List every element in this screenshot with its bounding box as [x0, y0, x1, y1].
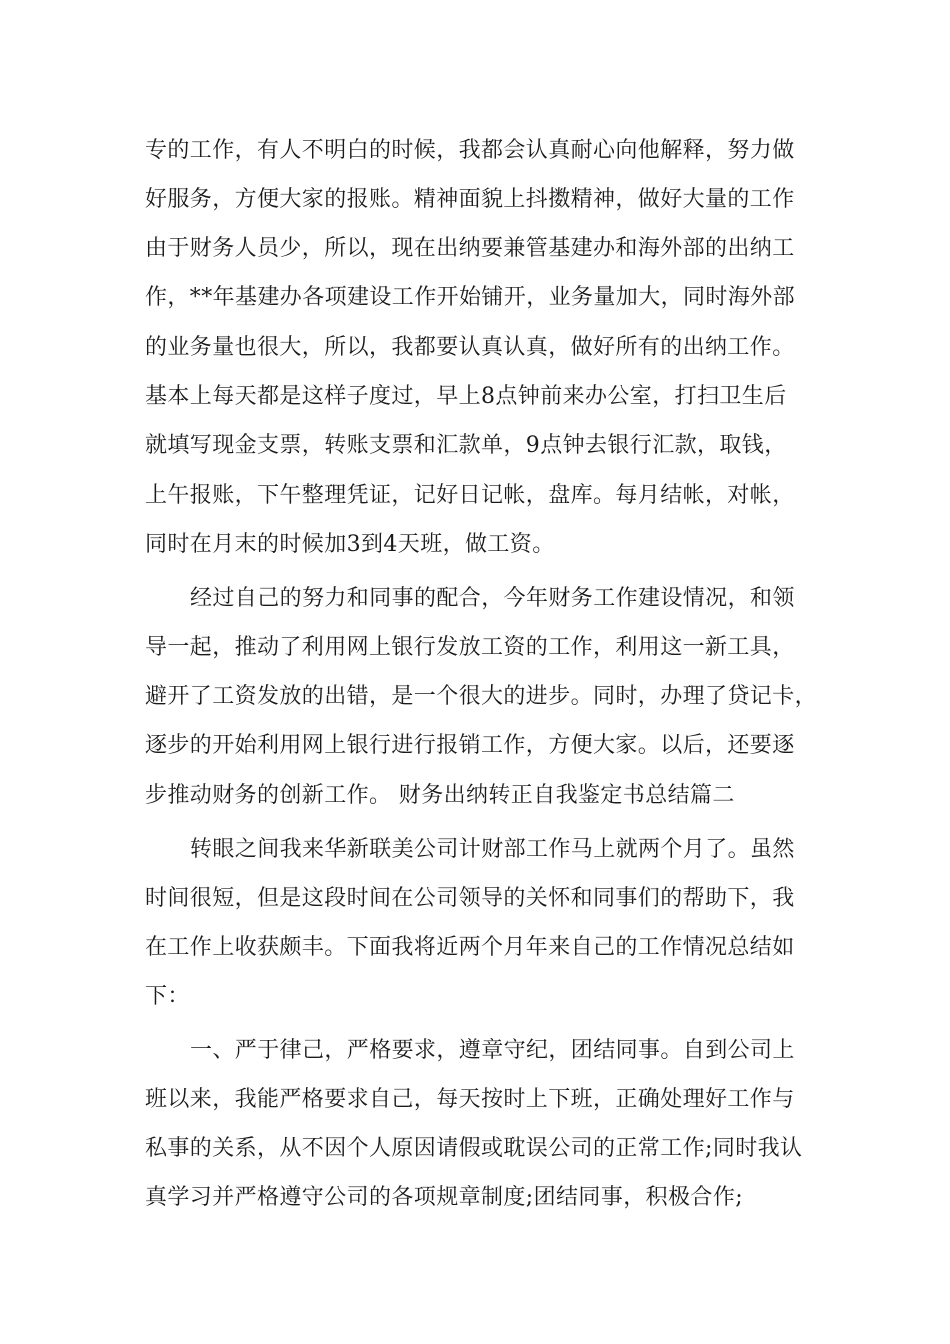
- text-line: 基本上每天都是这样子度过，早上8点钟前来办公室，打扫卫生后: [145, 384, 787, 409]
- paragraph-first-line: 经过自己的努力和同事的配合，今年财务工作建设情况，和领: [190, 586, 795, 611]
- text-line: 的业务量也很大，所以，我都要认真认真，做好所有的出纳工作。: [145, 335, 795, 360]
- text-line: 时间很短，但是这段时间在公司领导的关怀和同事们的帮助下，我: [145, 886, 795, 911]
- text-line: 就填写现金支票，转账支票和汇款单，9点钟去银行汇款，取钱，: [145, 433, 787, 458]
- text-line: 上午报账，下午整理凭证，记好日记帐，盘库。每月结帐，对帐，: [145, 483, 795, 508]
- text-line: 下：: [145, 984, 190, 1009]
- text-line: 在工作上收获颇丰。下面我将近两个月年来自己的工作情况总结如: [145, 935, 795, 960]
- text-line: 步推动财务的创新工作。 财务出纳转正自我鉴定书总结篇二: [145, 783, 735, 808]
- text-line: 逐步的开始利用网上银行进行报销工作，方便大家。以后，还要逐: [145, 733, 795, 758]
- text-line: 导一起，推动了利用网上银行发放工资的工作，利用这一新工具，: [145, 635, 795, 660]
- text-line: 作，**年基建办各项建设工作开始铺开，业务量加大，同时海外部: [145, 285, 796, 310]
- paragraph-first-line: 转眼之间我来华新联美公司计财部工作马上就两个月了。虽然: [190, 837, 795, 862]
- text-line: 好服务，方便大家的报账。精神面貌上抖擞精神，做好大量的工作: [145, 187, 795, 212]
- text-line: 由于财务人员少，所以，现在出纳要兼管基建办和海外部的出纳工: [145, 236, 795, 261]
- text-line: 同时在月末的时候加3到4天班，做工资。: [145, 532, 555, 557]
- text-line: 专的工作，有人不明白的时候，我都会认真耐心向他解释，努力做: [145, 138, 795, 163]
- text-line: 真学习并严格遵守公司的各项规章制度;团结同事，积极合作;: [145, 1185, 744, 1210]
- text-line: 避开了工资发放的出错，是一个很大的进步。同时，办理了贷记卡，: [145, 684, 818, 709]
- text-line: 班以来，我能严格要求自己，每天按时上下班，正确处理好工作与: [145, 1087, 795, 1112]
- paragraph-first-line: 一、严于律己，严格要求，遵章守纪，团结同事。自到公司上: [190, 1038, 795, 1063]
- text-line: 私事的关系，从不因个人原因请假或耽误公司的正常工作;同时我认: [145, 1136, 803, 1161]
